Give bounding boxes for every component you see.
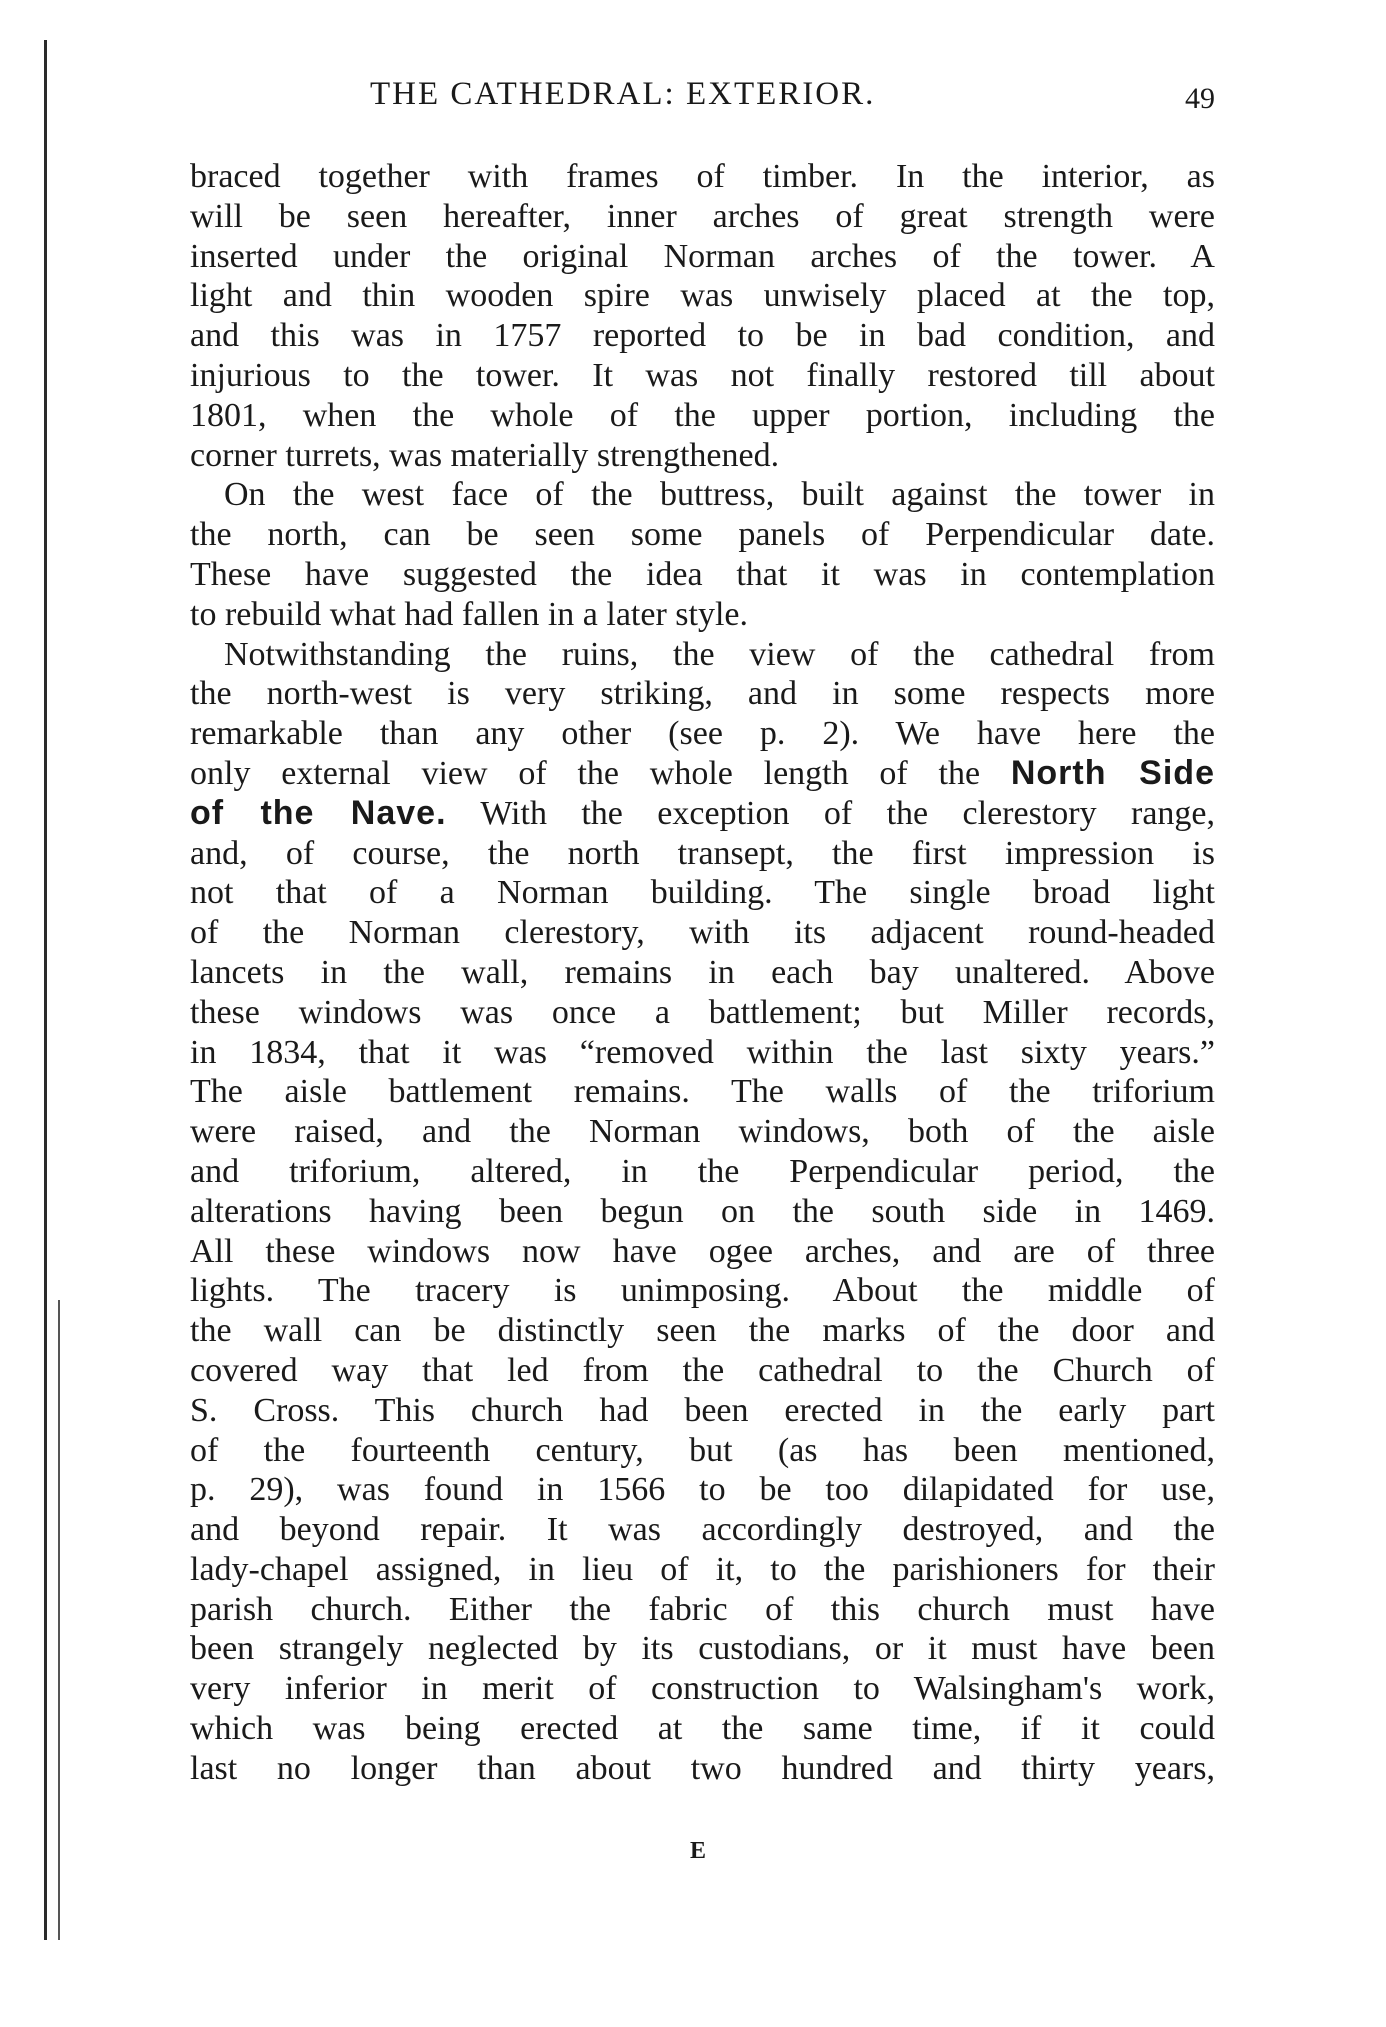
paragraph-1 [190,157,1215,475]
text-line: lady-chapel assigned, in lieu of it, to the parishioners for their [190,1550,1215,1588]
binding-edge-line [44,40,47,1940]
text-line: of the Norman clerestory, with its adjacent round-headed [190,914,1215,952]
text-line: light and thin wooden spire was unwisely placed at the top, [190,277,1215,315]
text-line: p. 29), was found in 1566 to be too dilapidated for use, [190,1471,1215,1509]
text-line: in 1834, that it was “removed within the last sixty years.” [190,1033,1215,1071]
signature-mark: E [690,1838,707,1864]
text-line: inserted under the original Norman arches of the tower. A [190,237,1215,275]
text-line: and beyond repair. It was accordingly destroyed, and the [190,1511,1215,1549]
text-line: and this was in 1757 reported to be in bad condition, and [190,317,1215,355]
text-line: These have suggested the idea that it was in contemplation [190,555,1215,593]
text-line: 1801, when the whole of the upper portion, including the [190,396,1215,434]
page-header [190,76,1215,126]
text-line: covered way that led from the cathedral to the Church of [190,1351,1215,1389]
text-line: to rebuild what had fallen in a later style. [190,595,748,633]
text-line: remarkable than any other (see p. 2). We have here the [190,715,1215,753]
inline-heading-part2: of the Nave. [190,793,447,832]
text-line: not that of a Norman building. The single broad light [190,874,1215,912]
text-line: the north, can be seen some panels of Perpendicular date. [190,516,1215,554]
text-line: and, of course, the north transept, the first impression is [190,834,1215,872]
text-line: very inferior in merit of construction to Walsingham's work, [190,1670,1215,1708]
text-line: of the fourteenth century, but (as has been mentioned, [190,1431,1215,1469]
text-line: the wall can be distinctly seen the marks of the door and [190,1312,1215,1350]
text-line: Notwithstanding the ruins, the view of the cathedral from [224,635,1215,673]
text-line: these windows was once a battlement; but Miller records, [190,993,1215,1031]
text-line: On the west face of the buttress, built against the tower in [224,476,1215,514]
inline-heading-part1: North Side [1010,753,1215,792]
text-line: braced together with frames of timber. In the interior, as [190,158,1215,195]
inline-text: With the exception of the clerestory range, [480,794,1215,832]
text-line: the north-west is very striking, and in some respects more [190,675,1215,713]
text-line: lancets in the wall, remains in each bay unaltered. Above [190,953,1215,991]
page-number: 49 [1185,82,1215,115]
body-text [190,157,1215,1789]
text-line: All these windows now have ogee arches, and are of three [190,1232,1215,1270]
text-line: lights. The tracery is unimposing. About the middle of [190,1272,1215,1310]
text-line: injurious to the tower. It was not finally restored till about [190,356,1215,394]
text-line: alterations having been begun on the south side in 1469. [190,1192,1215,1230]
text-line-with-heading [190,794,1215,834]
text-line: and triforium, altered, in the Perpendicular period, the [190,1152,1215,1190]
text-line-with-heading [190,754,1215,794]
text-line: parish church. Either the fabric of this church must have [190,1590,1215,1628]
text-line: will be seen hereafter, inner arches of great strength were [190,197,1215,235]
text-line: S. Cross. This church had been erected in the early part [190,1391,1215,1429]
running-head: THE CATHEDRAL: EXTERIOR. [370,76,876,112]
paragraph-3 [190,635,1215,1789]
paragraph-2 [190,475,1215,634]
inline-text: only external view of the whole length of the [190,754,981,792]
text-line: been strangely neglected by its custodians, or it must have been [190,1630,1215,1668]
text-line: were raised, and the Norman windows, both of the aisle [190,1113,1215,1151]
text-line: corner turrets, was materially strengthened. [190,436,780,474]
text-line: which was being erected at the same time, if it could [190,1710,1215,1748]
text-line: The aisle battlement remains. The walls of the triforium [190,1073,1215,1111]
text-line: last no longer than about two hundred and thirty years, [190,1749,1215,1787]
binding-edge-line-lower [58,1300,60,1940]
